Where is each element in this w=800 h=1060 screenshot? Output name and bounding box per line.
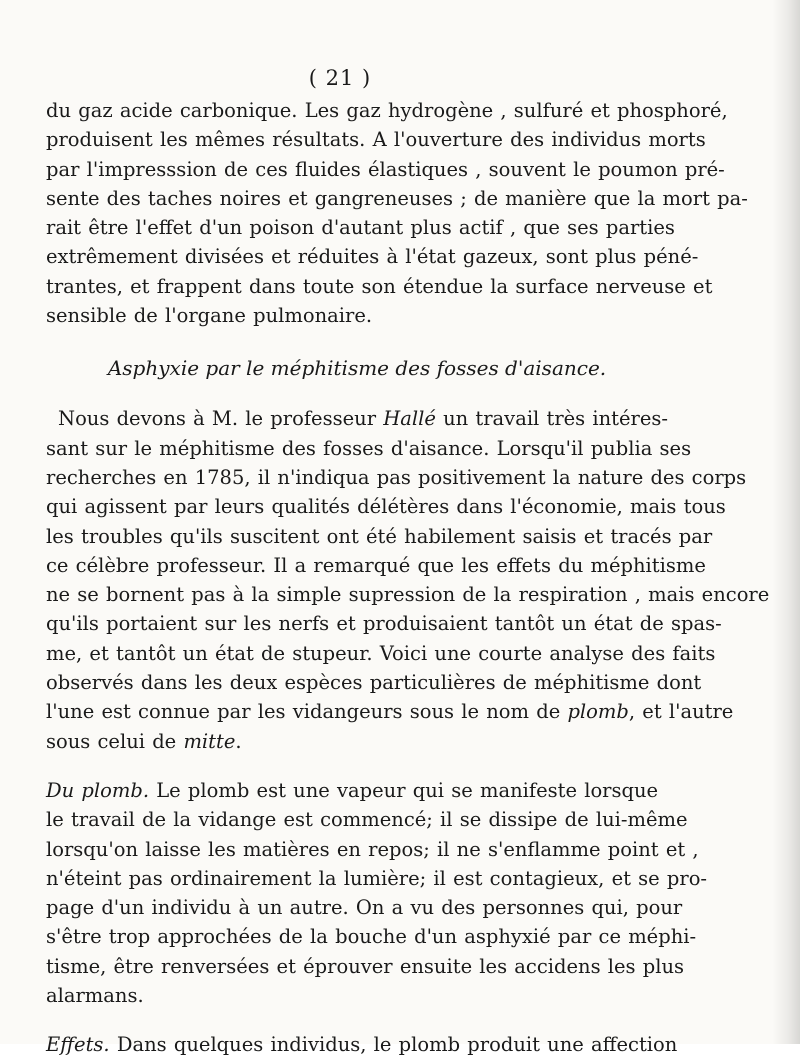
paragraph-gap xyxy=(46,756,656,776)
run-in-heading: Effets. xyxy=(46,1033,110,1057)
author-name: Hallé xyxy=(383,407,436,431)
page-edge-shadow xyxy=(772,0,800,1044)
paragraph-gas-effects xyxy=(46,96,748,330)
text-line: sensible de l'organe pulmonaire. xyxy=(46,304,373,328)
text-line: sente des taches noires et gangreneuses ; de manière que la mort pa- xyxy=(46,186,748,210)
text-line: du gaz acide carbonique. Les gaz hydrogène , sulfuré et phosphoré, xyxy=(46,99,728,122)
text-line: ne se bornent pas à la simple supression de la respiration , mais encore xyxy=(46,583,770,607)
page-content xyxy=(46,96,770,1060)
text-line: observés dans les deux espèces particulières de méphitisme dont xyxy=(46,671,702,695)
text-line: alarmans. xyxy=(46,984,144,1008)
term-plomb: plomb xyxy=(567,700,629,724)
text-line: recherches en 1785, il n'indiqua pas positivement la nature des corps xyxy=(46,465,747,489)
paragraph-gap xyxy=(46,1010,656,1030)
text-line: sous celui de mitte. xyxy=(46,729,242,753)
text-line: rait être l'effet d'un poison d'autant plus actif , que ses parties xyxy=(46,216,675,240)
text-line: par l'impresssion de ces fluides élastiques , souvent le poumon pré- xyxy=(46,157,725,181)
paragraph-halle xyxy=(46,404,770,756)
text-line: tisme, être renversées et éprouver ensuite les accidens les plus xyxy=(46,954,685,978)
text-line: lorsqu'on laisse les matières en repos; il ne s'enflamme point et , xyxy=(46,837,699,861)
text-line: les troubles qu'ils suscitent ont été habilement saisis et tracés par xyxy=(46,524,713,548)
text-line: qu'ils portaient sur les nerfs et produisaient tantôt un état de spas- xyxy=(46,612,722,636)
text-line: l'une est connue par les vidangeurs sous le nom de plomb, et l'autre xyxy=(46,700,734,724)
text-line: sant sur le méphitisme des fosses d'aisance. Lorsqu'il publia ses xyxy=(46,436,692,460)
text-line: n'éteint pas ordinairement la lumière; il est contagieux, et se pro- xyxy=(46,866,708,890)
text-line: s'être trop approchées de la bouche d'un asphyxié par ce méphi- xyxy=(46,925,697,949)
run-in-heading: Du plomb. xyxy=(46,778,150,802)
section-subtitle: Asphyxie par le méphitisme des fosses d'aisance. xyxy=(107,356,607,381)
paragraph-du-plomb xyxy=(46,776,708,1010)
text-line: page d'un individu à un autre. On a vu des personnes qui, pour xyxy=(46,896,683,920)
text-line: ce célèbre professeur. Il a remarqué que les effets du méphitisme xyxy=(46,553,706,577)
text-line: me, et tantôt un état de stupeur. Voici une courte analyse des faits xyxy=(46,641,716,665)
text-line: Du plomb. Le plomb est une vapeur qui se manifeste lorsque xyxy=(46,778,659,802)
text-line: extrêmement divisées et réduites à l'état gazeux, sont plus péné- xyxy=(46,245,699,269)
paragraph-effets xyxy=(46,1030,678,1059)
text-line: produisent les mêmes résultats. A l'ouverture des individus morts xyxy=(46,128,706,152)
text-line: Effets. Dans quelques individus, le plomb produit une affection xyxy=(46,1033,678,1057)
text-line: le travail de la vidange est commencé; il se dissipe de lui-même xyxy=(46,808,688,832)
term-mitte: mitte xyxy=(183,729,236,753)
page-number: ( 21 ) xyxy=(308,66,372,90)
text-line: qui agissent par leurs qualités délétères dans l'économie, mais tous xyxy=(46,495,726,519)
text-line: trantes, et frappent dans toute son étendue la surface nerveuse et xyxy=(46,274,713,298)
text-line: Nous devons à M. le professeur Hallé un travail très intéres- xyxy=(58,407,669,431)
